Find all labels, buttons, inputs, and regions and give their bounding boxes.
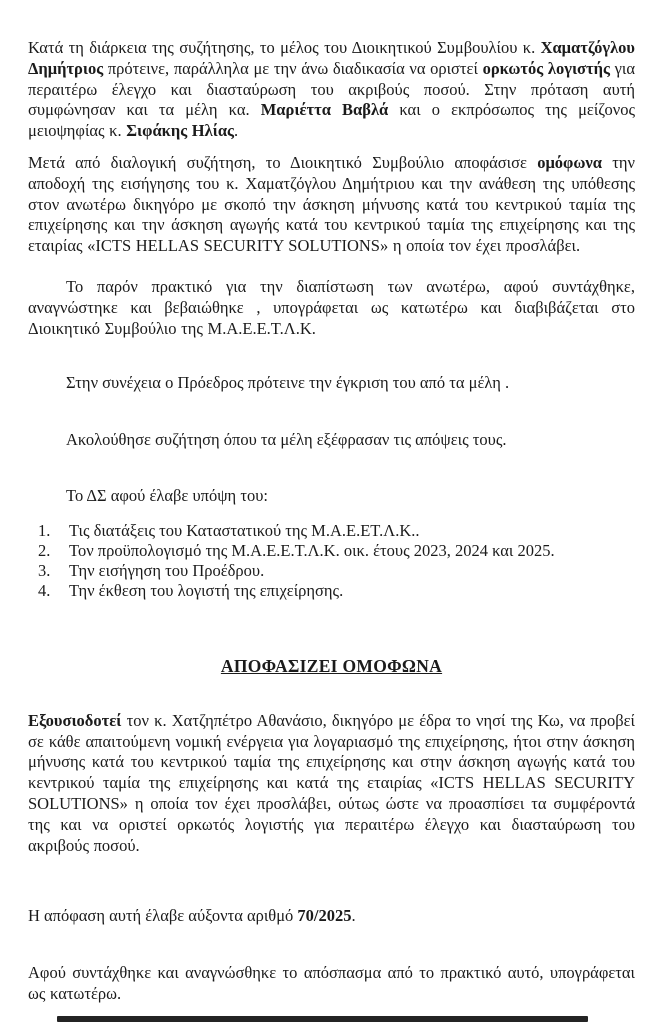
term-certified-auditor: ορκωτός λογιστής	[482, 58, 610, 78]
considerations-list	[28, 521, 635, 601]
decision-heading-text: ΑΠΟΦΑΣΙΖΕΙ ΟΜΟΦΩΝΑ	[220, 655, 443, 676]
paragraph-text: Η απόφαση αυτή έλαβε αύξοντα αριθμό	[28, 906, 298, 926]
paragraph-text: για περαιτέρω έλεγχο και διασταύρωση του ακριβούς ποσού. Στην πρόταση αυτή συμφώνησαν και τα μέλη κα.	[28, 58, 635, 120]
list-item-number: 3.	[38, 560, 51, 580]
list-item-number: 2.	[38, 540, 51, 560]
list-item	[28, 541, 635, 561]
decision-heading	[28, 655, 635, 677]
list-item	[28, 521, 635, 541]
term-authorizes: Εξουσιοδοτεί	[28, 710, 122, 730]
list-item	[28, 561, 635, 581]
paragraph-minutes-certification: Το παρόν πρακτικό για την διαπίστωση των ανωτέρω, αφού συντάχθηκε, αναγνώστηκε και βεβαιώθηκε , υπογράφεται ως κατωτέρω και διαβιβάζεται στο Διοικητικό Συμβούλιο της Μ.Α.Ε.Ε.Τ.Λ.Κ.	[28, 276, 635, 338]
paragraph-board-decision	[28, 153, 635, 257]
member-name-sifakis: Σιφάκης Ηλίας	[126, 121, 235, 141]
paragraph-text: .	[351, 906, 356, 926]
member-name-chamatzoglou: Χαματζόγλου Δημήτριος	[28, 38, 635, 78]
line-board-considered: Το ΔΣ αφού έλαβε υπόψη του:	[66, 485, 268, 505]
list-item-text: Την εισήγηση του Προέδρου.	[69, 560, 265, 580]
list-item-text: Την έκθεση του λογιστή της επιχείρησης.	[69, 580, 344, 600]
list-item	[28, 581, 635, 601]
paragraph-discussion-proposal	[28, 38, 635, 142]
paragraph-text: Κατά τη διάρκεια της συζήτησης, το μέλος του Διοικητικού Συμβουλίου κ.	[28, 38, 541, 57]
paragraph-text: και ο εκπρόσωπος της μείζονος μειοψηφίας κ.	[28, 100, 636, 141]
member-name-vavla: Μαριέττα Βαβλά	[260, 100, 389, 120]
paragraph-text: πρότεινε, παράλληλα με την άνω διαδικασία να οριστεί	[103, 58, 483, 78]
line-discussion-followed: Ακολούθησε συζήτηση όπου τα μέλη εξέφρασαν τις απόψεις τους.	[66, 430, 507, 450]
list-item-number: 1.	[38, 520, 51, 540]
list-item-text: Τον προϋπολογισμό της Μ.Α.Ε.Ε.Τ.Λ.Κ. οικ. έτους 2023, 2024 και 2025.	[69, 540, 555, 560]
paragraph-authorization	[28, 711, 635, 857]
paragraph-closing: Αφού συντάχθηκε και αναγνώσθηκε το απόσπασμα από το πρακτικό αυτό, υπογράφεται ως κατωτέρω.	[28, 963, 635, 1003]
list-item-text: Τις διατάξεις του Καταστατικού της Μ.Α.Ε.ΕΤ.Λ.Κ..	[69, 520, 420, 540]
scan-edge-artifact	[57, 1016, 588, 1022]
paragraph-text: Μετά από διαλογική συζήτηση, το Διοικητικό Συμβούλιο αποφάσισε	[28, 152, 538, 172]
line-president-proposal: Στην συνέχεια ο Πρόεδρος πρότεινε την έγκριση του από τα μέλη .	[66, 373, 510, 393]
list-item-number: 4.	[38, 580, 51, 600]
paragraph-text: .	[234, 121, 239, 141]
term-unanimously: ομόφωνα	[537, 152, 602, 172]
paragraph-text: την αποδοχή της εισήγησης του κ. Χαματζόγλου Δημήτριου και την ανάθεση της υπόθεσης στον ανωτέρω δικηγόρο με σκοπό την άσκηση μήνυσης κατά του κεντρικού ταμία της επιχείρησης και την άσκηση αγωγής κατά του κεντρικού ταμία της επιχείρησης και της εταιρίας «ICTS HELLAS SECURITY SOLUTIONS» η οποία τον έχει προσλάβει.	[28, 152, 635, 256]
line-decision-number	[28, 906, 635, 927]
paragraph-text: τον κ. Χατζηπέτρο Αθανάσιο, δικηγόρο με έδρα το νησί της Κω, να προβεί σε κάθε απαιτούμενη νομική ενέργεια για λογαριασμό της επιχείρησης, ήτοι στην άσκηση μήνυσης κατά του κεντρικού ταμία της επιχείρησης και στην άσκηση αγωγής κατά του κεντρικού ταμία της επιχείρησης και κατά της εταιρίας «ICTS HELLAS SECURITY SOLUTIONS» η οποία τον έχει προσλάβει, ούτως ώστε να προασπίσει τα συμφέροντά της και να οριστεί ορκωτός λογιστής για περαιτέρω έλεγχο και διασταύρωση του ακριβούς ποσού.	[28, 710, 635, 855]
decision-number: 70/2025	[297, 906, 352, 926]
